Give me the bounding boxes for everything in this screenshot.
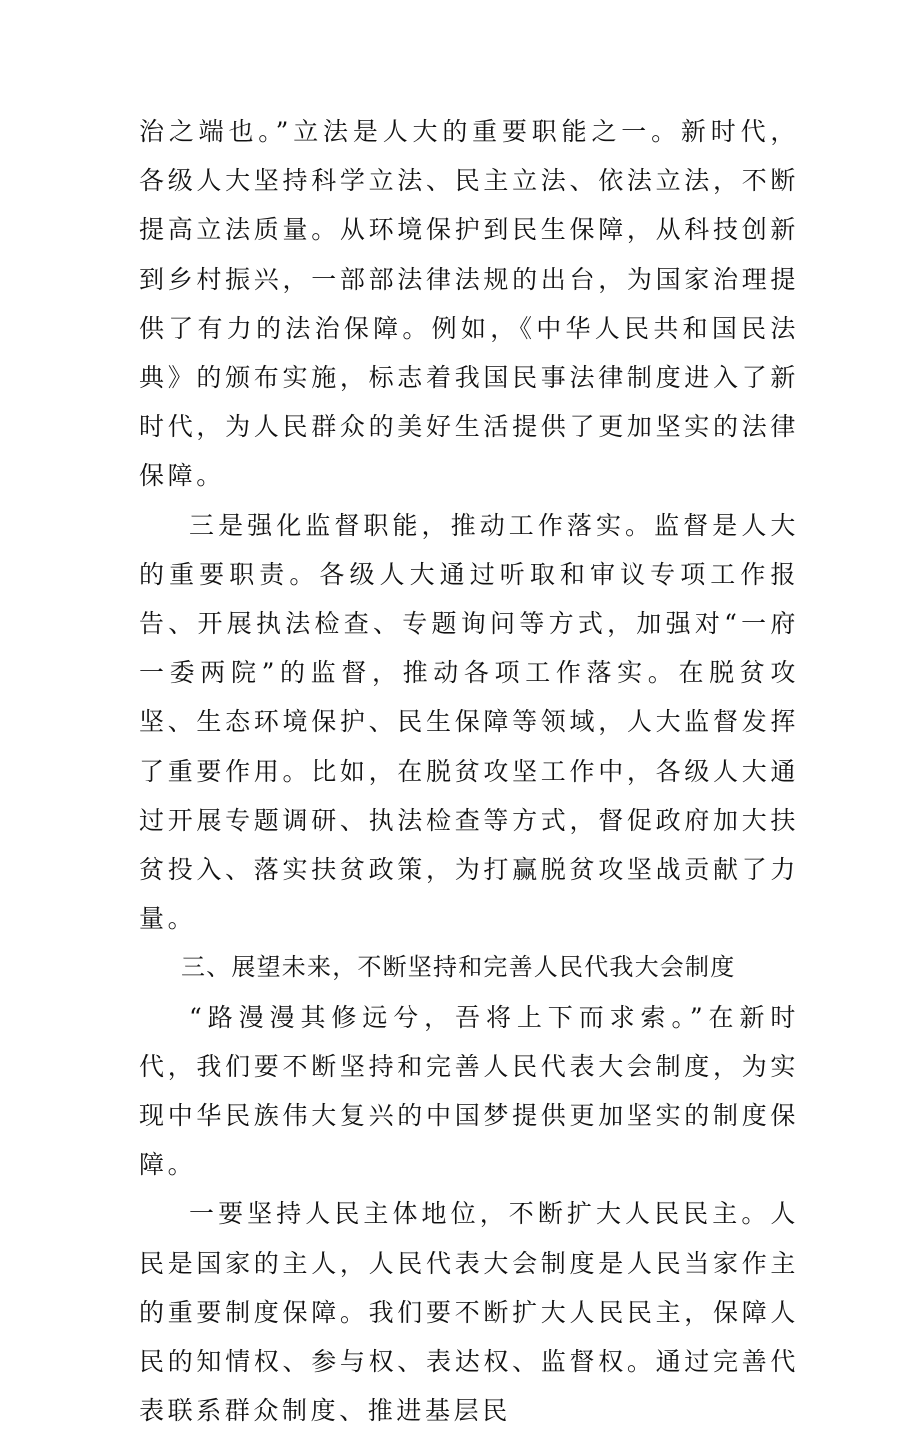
section-heading: 三、展望未来，不断坚持和完善人民代我大会制度: [181, 953, 736, 982]
document-body: [139, 107, 799, 1435]
paragraph-supervision: 三是强化监督职能，推动工作落实。监督是人大的重要职责。各级人大通过听取和审议专项工作报告、开展执法检查、专题询问等方式，加强对“一府一委两院”的监督，推动各项工作落实。在脱贫攻坚、生态环境保护、民生保障等领域，人大监督发挥了重要作用。比如，在脱贫攻坚工作中，各级人大通过开展专题调研、执法检查等方式，督促政府加大扶贫投入、落实扶贫政策，为打赢脱贫攻坚战贡献了力量。: [139, 510, 799, 934]
paragraph-legislation: 治之端也。”立法是人大的重要职能之一。新时代，各级人大坚持科学立法、民主立法、依法立法，不断提高立法质量。从环境保护到民生保障，从科技创新到乡村振兴，一部部法律法规的出台，为国家治理提供了有力的法治保障。例如，《中华人民共和国民法典》的颁布实施，标志着我国民事法律制度进入了新时代，为人民群众的美好生活提供了更加坚实的法律保障。: [139, 117, 799, 491]
paragraph-people-democracy: 一要坚持人民主体地位，不断扩大人民民主。人民是国家的主人，人民代表大会制度是人民当家作主的重要制度保障。我们要不断扩大人民民主，保障人民的知情权、参与权、表达权、监督权。通过完善代表联系群众制度、推进基层民: [139, 1199, 799, 1426]
paragraph-quote: “路漫漫其修远兮，吾将上下而求索。”在新时代，我们要不断坚持和完善人民代表大会制度，为实现中华民族伟大复兴的中国梦提供更加坚实的制度保障。: [139, 1002, 799, 1180]
